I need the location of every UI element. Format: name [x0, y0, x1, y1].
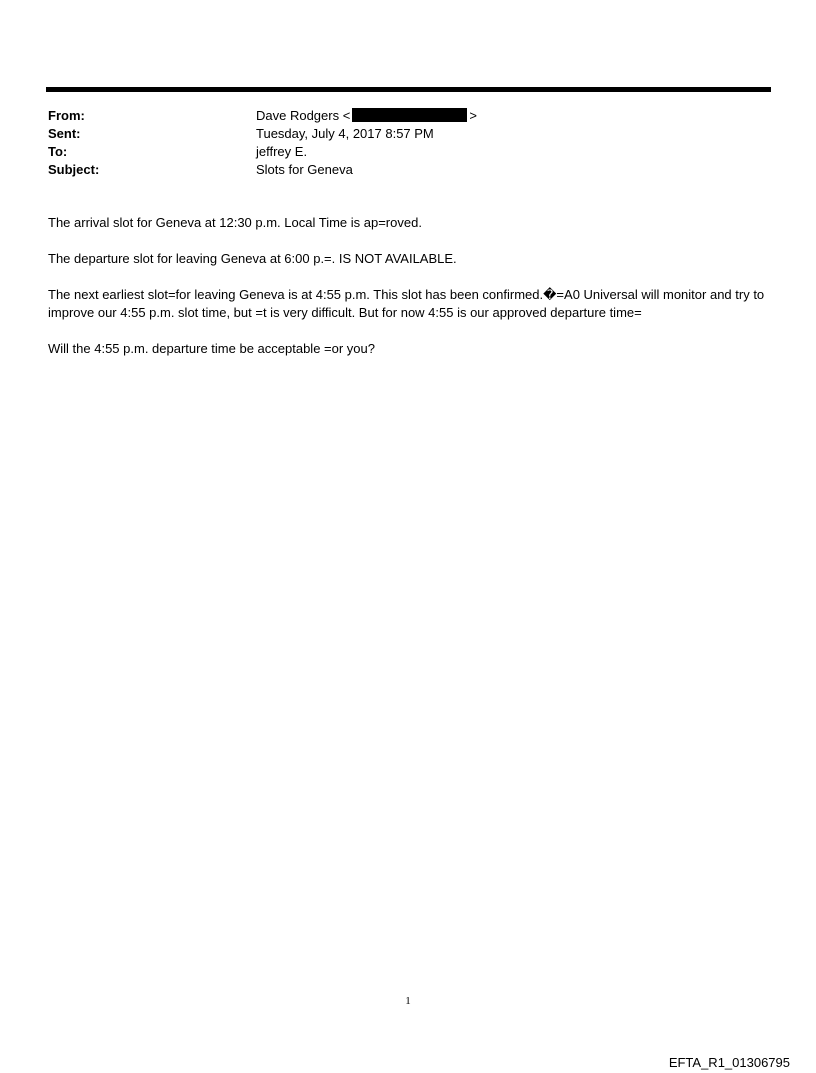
body-paragraph: The arrival slot for Geneva at 12:30 p.m. Local Time is ap=roved. [48, 215, 422, 230]
sender-suffix: > [469, 108, 477, 123]
from-label: From: [48, 108, 85, 123]
to-label: To: [48, 144, 68, 159]
subject-row [48, 161, 768, 179]
to-row [48, 143, 768, 161]
header-rule [46, 87, 771, 92]
subject-label: Subject: [48, 162, 100, 177]
email-header [48, 107, 768, 179]
page-number: 1 [405, 995, 411, 1007]
redaction-box [352, 108, 467, 122]
body-paragraph: The departure slot for leaving Geneva at 6:00 p.=. IS NOT AVAILABLE. [48, 251, 457, 266]
subject-value: Slots for Geneva [256, 162, 353, 177]
from-row [48, 107, 768, 125]
email-body [48, 214, 768, 376]
body-paragraph: Will the 4:55 p.m. departure time be acceptable =or you? [48, 341, 375, 356]
to-value: jeffrey E. [256, 144, 308, 159]
sent-row [48, 125, 768, 143]
body-paragraph: The next earliest slot=for leaving Geneva is at 4:55 p.m. This slot has been confirmed.�=A0 Universal will monitor and try to improve our 4:55 p.m. slot time, but =t is very difficult. But for now 4:55 is our approved departure time= [48, 287, 765, 320]
from-value [256, 107, 768, 125]
document-id: EFTA_R1_01306795 [668, 1055, 790, 1070]
sent-label: Sent: [48, 126, 81, 141]
sender-name: Dave Rodgers < [256, 108, 351, 123]
sent-value: Tuesday, July 4, 2017 8:57 PM [256, 126, 434, 141]
